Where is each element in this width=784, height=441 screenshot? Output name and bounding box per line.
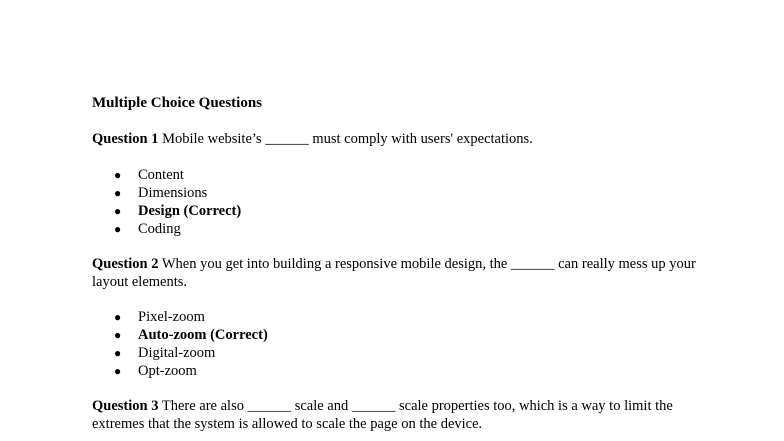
question-label: Question 2	[92, 256, 159, 272]
question-3	[92, 397, 702, 433]
bullet-icon: ●	[114, 204, 122, 218]
question-2	[92, 255, 702, 291]
answer-option: ● Dimensions	[114, 185, 208, 201]
page-title: Multiple Choice Questions	[92, 95, 263, 111]
answer-option: ● Content	[114, 167, 184, 183]
bullet-icon: ●	[114, 346, 122, 360]
question-label: Question 1	[92, 131, 159, 147]
answer-option: ● Coding	[114, 221, 181, 237]
answer-list	[92, 166, 241, 238]
answer-option: ● Digital-zoom	[114, 345, 216, 361]
bullet-icon: ●	[114, 222, 122, 236]
question-1	[92, 130, 702, 148]
answer-option-correct: ● Auto-zoom (Correct)	[114, 327, 268, 343]
answer-option: ● Pixel-zoom	[114, 309, 205, 325]
answer-list	[92, 308, 268, 380]
bullet-icon: ●	[114, 328, 122, 342]
bullet-icon: ●	[114, 310, 122, 324]
answer-option-correct: ● Design (Correct)	[114, 203, 242, 219]
bullet-icon: ●	[114, 364, 122, 378]
question-text: There are also ______ scale and ______ scale properties too, which is a way to limit the extremes that the system is allowed to scale the page on the device.	[92, 398, 673, 432]
answer-option: ● Opt-zoom	[114, 363, 197, 379]
question-text: Mobile website’s ______ must comply with users' expectations.	[162, 131, 533, 147]
bullet-icon: ●	[114, 186, 122, 200]
bullet-icon: ●	[114, 168, 122, 182]
question-text: When you get into building a responsive mobile design, the ______ can really mess up your layout elements.	[92, 256, 696, 290]
question-label: Question 3	[92, 398, 159, 414]
